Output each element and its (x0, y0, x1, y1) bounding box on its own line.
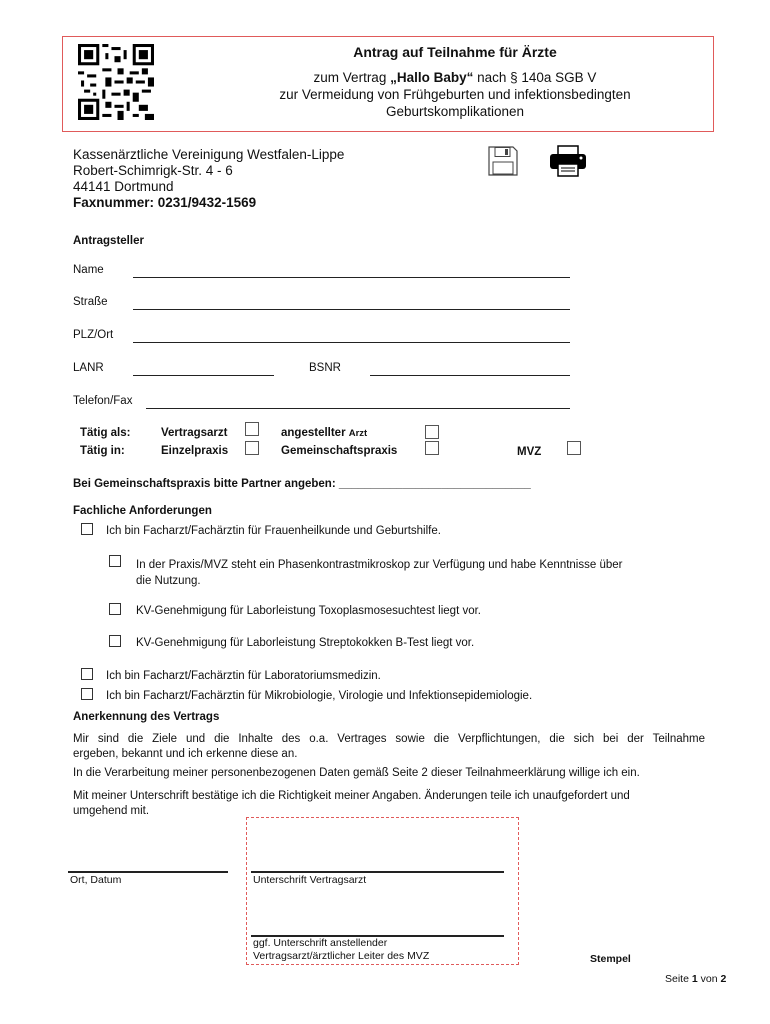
save-icon[interactable] (487, 145, 519, 177)
plz-label: PLZ/Ort (73, 329, 114, 341)
req-toxoplasmose-label: KV-Genehmigung für Laborleistung Toxoplasmosesuchtest liegt vor. (136, 605, 481, 617)
printer-icon[interactable] (548, 145, 588, 177)
recipient-address: Kassenärztliche Vereinigung Westfalen-Lippe Robert-Schimrigk-Str. 4 - 6 44141 Dortmund Faxnummer: 0231/9432-1569 (73, 147, 345, 210)
bsnr-field[interactable] (370, 375, 570, 376)
phone-label: Telefon/Fax (73, 395, 133, 407)
req-toxoplasmose-checkbox[interactable] (109, 603, 121, 615)
form-subtitle: zum Vertrag „Hallo Baby“ nach § 140a SGB V zur Vermeidung von Frühgeburten und infektionsbedingten Geburtskomplikationen (279, 70, 631, 119)
agreement-paragraph-1: Mir sind die Ziele und die Inhalte des o.a. Vertrages sowie die Verpflichtungen, die sich bei der Teilnahme ergeben, bekannt und ich erkenne diese an. (73, 733, 705, 760)
angestellter-checkbox[interactable] (425, 425, 439, 439)
req-mikroskop-label: In der Praxis/MVZ steht ein Phasenkontrastmikroskop zur Verfügung und habe Kenntnisse über die Nutzung. (136, 559, 623, 587)
req-frauenheilkunde-label: Ich bin Facharzt/Fachärztin für Frauenheilkunde und Geburtshilfe. (106, 525, 441, 537)
activity-label-as: Tätig als: (80, 427, 131, 439)
req-labormedizin-label: Ich bin Facharzt/Fachärztin für Laboratoriumsmedizin. (106, 670, 381, 682)
applicant-heading: Antragsteller (73, 235, 144, 247)
req-streptokokken-label: KV-Genehmigung für Laborleistung Streptokokken B-Test liegt vor. (136, 637, 475, 649)
activity-label-in: Tätig in: (80, 445, 125, 457)
vertragsarzt-label: Vertragsarzt (161, 427, 228, 439)
einzelpraxis-checkbox[interactable] (245, 441, 259, 455)
form-title: Antrag auf Teilnahme für Ärzte (353, 44, 557, 60)
req-streptokokken-checkbox[interactable] (109, 635, 121, 647)
requirements-heading: Fachliche Anforderungen (73, 505, 212, 517)
mvz-checkbox[interactable] (567, 441, 581, 455)
place-date-label: Ort, Datum (70, 874, 122, 886)
req-mikrobiologie-checkbox[interactable] (81, 688, 93, 700)
bsnr-label: BSNR (309, 362, 341, 374)
agreement-paragraph-2: In die Verarbeitung meiner personenbezogenen Daten gemäß Seite 2 dieser Teilnahmeerklärung willige ich ein. (73, 767, 640, 779)
signature-doctor-line[interactable] (251, 871, 504, 873)
agreement-heading: Anerkennung des Vertrags (73, 711, 220, 723)
gemeinschaftspraxis-label: Gemeinschaftspraxis (281, 445, 398, 457)
angestellter-label: angestellter Arzt (281, 427, 368, 439)
place-date-line[interactable] (68, 871, 228, 873)
lanr-label: LANR (73, 362, 104, 374)
name-label: Name (73, 264, 104, 276)
gemeinschaftspraxis-checkbox[interactable] (425, 441, 439, 455)
plz-field[interactable] (133, 342, 570, 343)
phone-field[interactable] (146, 408, 570, 409)
qr-code (78, 44, 154, 120)
req-mikroskop-checkbox[interactable] (109, 555, 121, 567)
street-label: Straße (73, 296, 108, 308)
req-mikrobiologie-label: Ich bin Facharzt/Fachärztin für Mikrobiologie, Virologie und Infektionsepidemiologie. (106, 690, 533, 702)
name-field[interactable] (133, 277, 570, 278)
signature-doctor-label: Unterschrift Vertragsarzt (253, 874, 367, 886)
req-frauenheilkunde-checkbox[interactable] (81, 523, 93, 535)
stamp-label: Stempel (590, 953, 631, 965)
lanr-field[interactable] (133, 375, 274, 376)
street-field[interactable] (133, 309, 570, 310)
page-number: Seite 1 von 2 (665, 973, 727, 985)
mvz-label: MVZ (517, 446, 542, 458)
vertragsarzt-checkbox[interactable] (245, 422, 259, 436)
signature-employer-label: ggf. Unterschrift anstellender Vertragsarzt/ärztlicher Leiter des MVZ (253, 937, 430, 962)
partner-label: Bei Gemeinschaftspraxis bitte Partner angeben: ______________________________ (73, 478, 531, 490)
req-labormedizin-checkbox[interactable] (81, 668, 93, 680)
einzelpraxis-label: Einzelpraxis (161, 445, 229, 457)
agreement-paragraph-3: Mit meiner Unterschrift bestätige ich die Richtigkeit meiner Angaben. Änderungen teile ich unaufgefordert und umgehend mit. (73, 790, 630, 817)
